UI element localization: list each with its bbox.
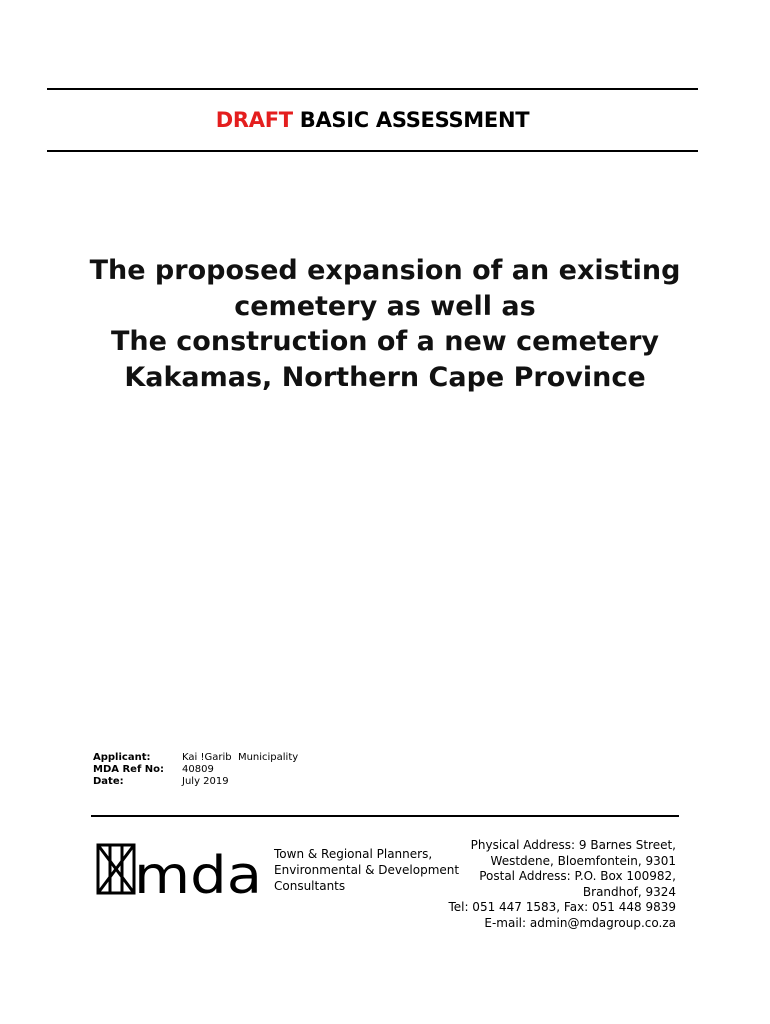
title-line: The construction of a new cemetery bbox=[110, 326, 660, 357]
title-line: Kakamas, Northern Cape Province bbox=[124, 361, 646, 393]
company-address bbox=[448, 838, 676, 931]
address-line: Brandhof, 9324 bbox=[582, 884, 676, 899]
date-value: July 2019 bbox=[182, 776, 229, 787]
address-line: Tel: 051 447 1583, Fax: 051 448 9839 bbox=[448, 900, 676, 914]
footer-rule bbox=[91, 815, 679, 817]
applicant-row bbox=[93, 752, 298, 764]
mda-logo-text: mda bbox=[134, 846, 262, 895]
address-line: Westdene, Bloemfontein, 9301 bbox=[490, 853, 676, 868]
document-title bbox=[40, 253, 730, 395]
tagline-line: Consultants bbox=[274, 879, 346, 893]
ref-label: MDA Ref No: bbox=[93, 764, 165, 775]
title-line: The proposed expansion of an existing bbox=[89, 255, 681, 286]
document-meta bbox=[93, 752, 298, 788]
applicant-label: Applicant: bbox=[93, 752, 151, 763]
address-line: Physical Address: 9 Barnes Street, bbox=[470, 838, 676, 852]
mda-logo-mark-icon bbox=[98, 845, 134, 893]
ref-value: 40809 bbox=[182, 764, 214, 775]
draft-label: DRAFT bbox=[215, 108, 293, 132]
address-line: Postal Address: P.O. Box 100982, bbox=[479, 869, 676, 883]
tagline-line: Town & Regional Planners, bbox=[274, 847, 433, 861]
heading-rest: BASIC ASSESSMENT bbox=[292, 108, 530, 132]
date-row bbox=[93, 776, 298, 788]
top-rule bbox=[47, 88, 698, 90]
mda-logo bbox=[96, 843, 264, 895]
title-line: cemetery as well as bbox=[234, 290, 536, 322]
heading-rule bbox=[47, 150, 698, 152]
ref-row bbox=[93, 764, 298, 776]
email-line: E-mail: admin@mdagroup.co.za bbox=[484, 915, 676, 930]
date-label: Date: bbox=[93, 776, 124, 787]
applicant-value: Kai !Garib Municipality bbox=[182, 752, 299, 763]
company-tagline bbox=[274, 846, 459, 894]
tagline-line: Environmental & Development bbox=[274, 863, 460, 877]
document-heading bbox=[47, 108, 698, 132]
